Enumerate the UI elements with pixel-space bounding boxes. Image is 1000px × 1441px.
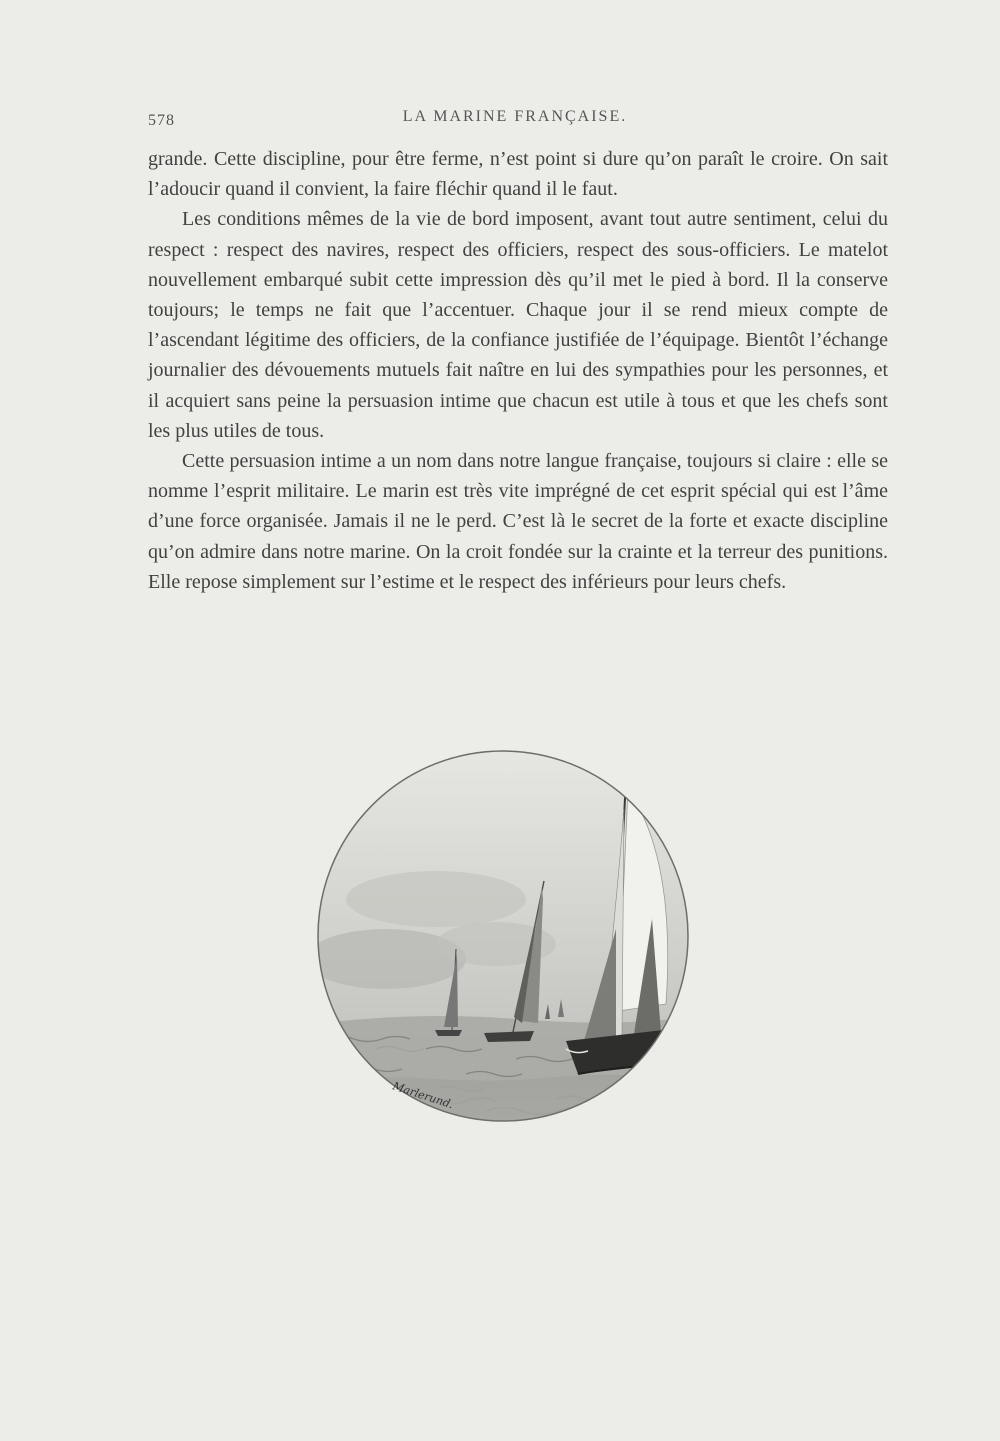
page-number: 578 <box>148 112 175 129</box>
running-title: LA MARINE FRANÇAISE. <box>402 108 628 125</box>
body-text <box>148 144 888 597</box>
paragraph-3: Cette persuasion intime a un nom dans notre langue française, toujours si claire : elle se nomme l’esprit militaire. Le marin est très vite imprégné de cet esprit spécial qui est l’âme d’une force organisée. Jamais il ne le perd. C’est là le secret de la forte et exacte discipline qu’on admire dans notre marine. On la croit fondée sur la crainte et la terreur des punitions. Elle repose simplement sur l’estime et le respect des inférieurs pour leurs chefs. <box>148 450 888 593</box>
paragraph-1: grande. Cette discipline, pour être ferme, n’est point si dure qu’on paraît le croire. On sait l’adoucir quand il convient, la faire fléchir quand il le faut. <box>148 148 888 201</box>
artist-signature: Marlerund. <box>391 1079 456 1112</box>
circular-illustration <box>316 749 690 1123</box>
sailboats-engraving <box>316 749 690 1123</box>
paragraph-2: Les conditions mêmes de la vie de bord imposent, avant tout autre sentiment, celui du respect : respect des navires, respect des officiers, respect des sous-officiers. Le matelot nouvellement embarqué subit cette impression dès qu’il met le pied à bord. Il la conserve toujours; le temps ne fait que l’accentuer. Chaque jour il se rend mieux compte de l’ascendant légitime des officiers, de la confiance justifiée de l’équipage. Bientôt l’échange journalier des dévouements mutuels fait naître en lui des sympathies pour les personnes, et il acquiert sans peine la persuasion intime que chacun est utile à tous et que les chefs sont les plus utiles de tous. <box>148 208 888 442</box>
